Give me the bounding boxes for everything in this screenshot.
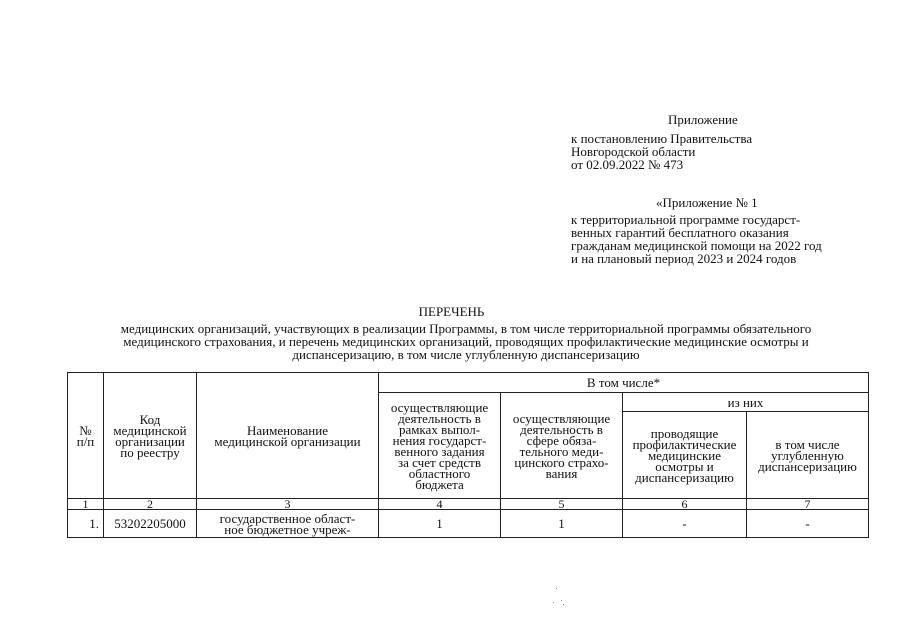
header-including-group: В том числе* xyxy=(379,373,869,393)
header-in-depth-screening: в том числе углубленную диспансеризацию xyxy=(747,412,869,499)
column-number: 2 xyxy=(104,499,197,510)
scan-speck xyxy=(561,600,562,601)
table-row xyxy=(68,510,869,538)
column-number: 1 xyxy=(68,499,104,510)
row-compulsory-insurance: 1 xyxy=(501,510,623,538)
header-state-assignment: осуществляющие деятельность в рамках выпол- нения государст- венного задания за счет средств областного бюджета xyxy=(379,393,501,499)
scan-speck xyxy=(553,602,554,603)
appendix-line: Новгородской области xyxy=(571,144,696,159)
subtitle-line: медицинского страхования, и перечень медицинских организаций, проводящих профилактические медицинские осмотры и xyxy=(123,334,809,349)
column-number: 3 xyxy=(197,499,379,510)
program-appendix-line: гражданам медицинской помощи на 2022 год xyxy=(571,238,822,253)
header-number: № п/п xyxy=(68,373,104,499)
program-appendix-line: и на плановый период 2023 и 2024 годов xyxy=(571,251,797,266)
subtitle-line: диспансеризацию, в том числе углубленную диспансеризацию xyxy=(292,347,640,362)
header-organization-name: Наименование медицинской организации xyxy=(197,373,379,499)
row-in-depth-screening: - xyxy=(747,510,869,538)
appendix-line: от 02.09.2022 № 473 xyxy=(571,157,684,172)
scan-speck xyxy=(556,588,557,589)
column-number: 6 xyxy=(623,499,747,510)
column-number: 4 xyxy=(379,499,501,510)
header-of-them-group: из них xyxy=(623,393,869,412)
subtitle-line: медицинских организаций, участвующих в реализации Программы, в том числе территориальной программы обязательного xyxy=(120,321,812,336)
row-registry-code: 53202205000 xyxy=(104,510,197,538)
column-number: 5 xyxy=(501,499,623,510)
column-number-row xyxy=(68,499,869,510)
document-subtitle xyxy=(60,322,872,361)
column-number: 7 xyxy=(747,499,869,510)
row-state-assignment: 1 xyxy=(379,510,501,538)
program-appendix-line: венных гарантий бесплатного оказания xyxy=(571,225,789,240)
row-number: 1. xyxy=(68,510,104,538)
appendix-reference xyxy=(571,132,752,171)
program-appendix-reference xyxy=(571,213,822,265)
header-registry-code: Код медицинской организации по реестру xyxy=(104,373,197,499)
appendix-title: Приложение xyxy=(668,112,738,127)
organizations-table xyxy=(67,372,869,538)
scan-speck xyxy=(563,604,564,605)
header-compulsory-insurance: осуществляющие деятельность в сфере обяза- тельного меди- цинского страхо- вания xyxy=(501,393,623,499)
program-appendix-title: «Приложение № 1 xyxy=(656,195,758,210)
row-organization-name: государственное област- ное бюджетное учреж- xyxy=(197,510,379,538)
document-title: ПЕРЕЧЕНЬ xyxy=(418,304,485,319)
header-preventive-checkups: проводящие профилактические медицинские осмотры и диспансеризацию xyxy=(623,412,747,499)
appendix-line: к постановлению Правительства xyxy=(571,131,753,146)
row-preventive-checkups: - xyxy=(623,510,747,538)
program-appendix-line: к территориальной программе государст- xyxy=(571,212,801,227)
